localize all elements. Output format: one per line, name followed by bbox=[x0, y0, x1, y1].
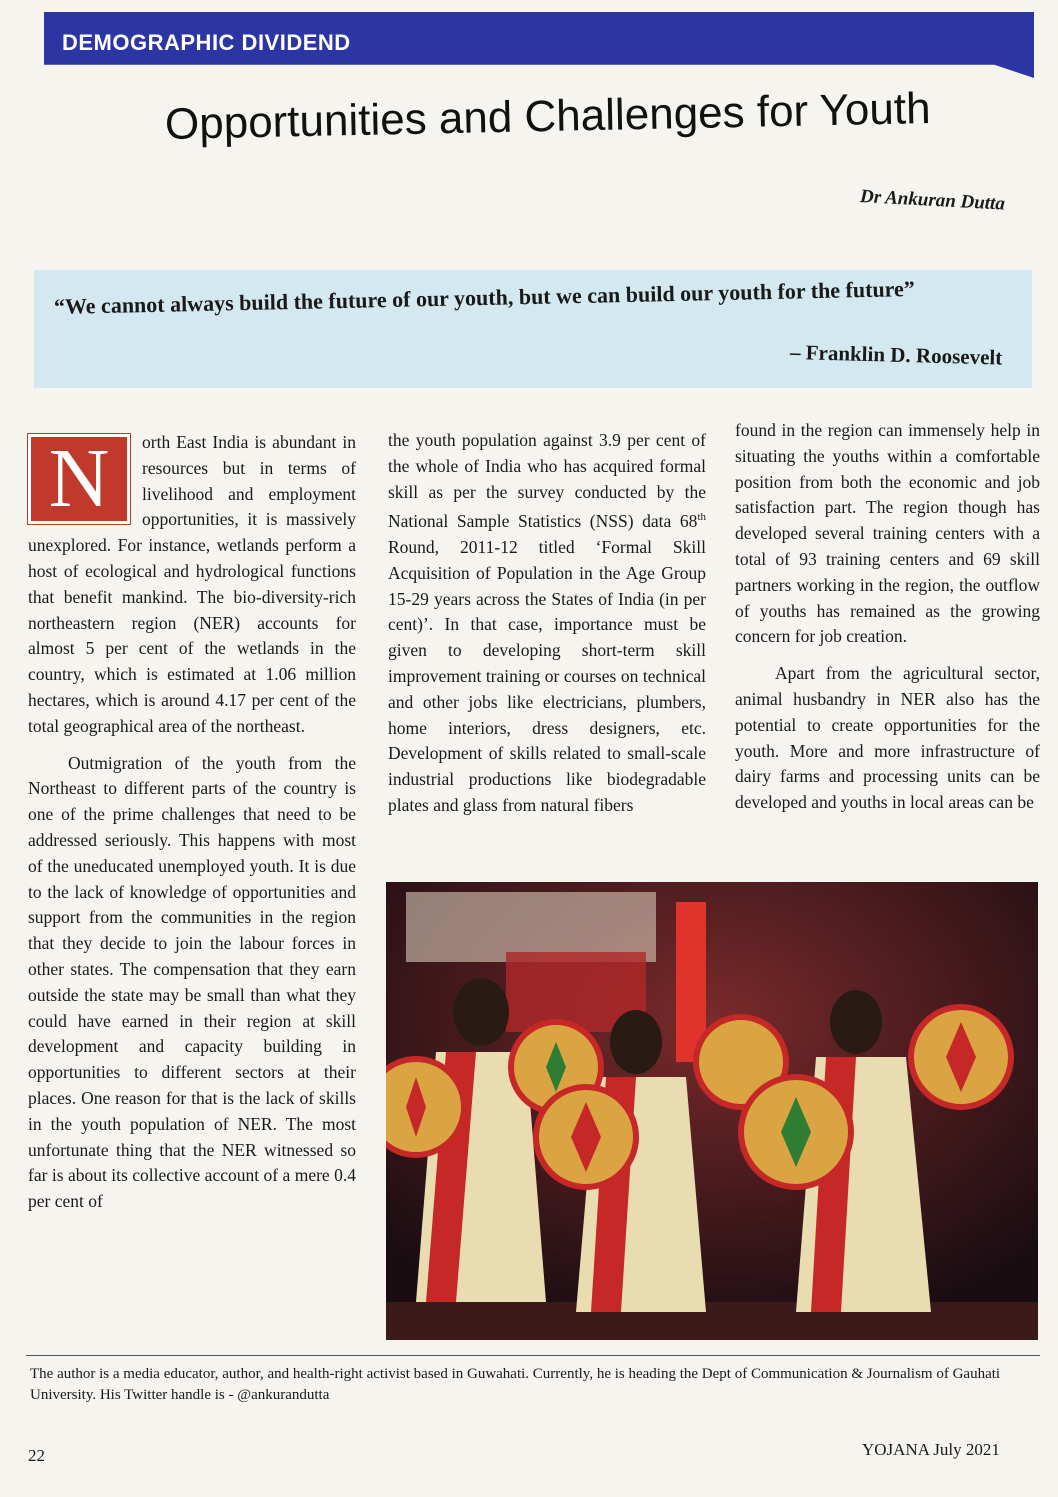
superscript: th bbox=[697, 511, 706, 524]
column-3 bbox=[735, 418, 1040, 816]
paragraph: Apart from the agricultural sector, animal husbandry in NER also has the potential to create opportunities for the youth. More and more infrastructure of dairy farms and processing units can be developed and youths in local areas can be bbox=[735, 663, 1040, 813]
paragraph: Outmigration of the youth from the Northeast to different parts of the country is one of the prime challenges that need to be addressed seriously. This happens with most of the uneducated unemployed youth. It is due to the lack of knowledge of opportunities and support from the communities in the region that they decide to join the labour forces in other states. The compensation that they earn outside the state may be small than what they could have earned in their region at skill development and capacity building in opportunities to different sectors at their places. One reason for that is the lack of skills in the youth population of NER. The most unfortunate thing that the NER witnessed so far is about its collective account of a mere 0.4 per cent of bbox=[28, 752, 356, 1212]
pull-quote: “We cannot always build the future of our youth, but we can build our youth for the future” bbox=[53, 275, 916, 319]
dancers-photo bbox=[386, 882, 1038, 1340]
page-number: 22 bbox=[28, 1446, 45, 1465]
column-1 bbox=[28, 430, 356, 1215]
article-author: Dr Ankuran Dutta bbox=[859, 186, 1006, 215]
quote-attribution: – Franklin D. Roosevelt bbox=[789, 340, 1003, 370]
section-label: DEMOGRAPHIC DIVIDEND bbox=[62, 30, 351, 55]
article-photo bbox=[386, 882, 1038, 1340]
journal-name: YOJANA July 2021 bbox=[862, 1440, 1000, 1459]
paragraph: the youth population against 3.9 per cent of the whole of India who has acquired formal skill as per the survey conducted by the National Sample Statistics (NSS) data 68 bbox=[388, 430, 706, 532]
drop-cap: N bbox=[28, 434, 130, 524]
paragraph: found in the region can immensely help in situating the youths within a comfortable position from both the economic and job satisfaction part. The region though has developed several training centers with a total of 93 training centers and 69 skill partners working in the region, the outflow of youths has remained as the growing concern for job creation. bbox=[735, 420, 1040, 647]
author-footnote: The author is a media educator, author, and health-right activist based in Guwahati. Currently, he is heading the Dept of Communication & Journalism of Gauhati University. His Twitter handle is - @ankurandutta bbox=[30, 1366, 1001, 1403]
paragraph: orth East India is abundant in resources but in terms of livelihood and employment opportunities, it is massively unexplored. For instance, wetlands perform a host of ecological and hydrological functions that benefit mankind. The bio-diversity-rich northeastern region (NER) accounts for almost 5 per cent of the wetlands in the country, which is estimated at 1.06 million hectares, which is around 4.17 per cent of the total geographical area of the northeast. bbox=[28, 432, 356, 736]
footnote-divider bbox=[26, 1355, 1040, 1356]
column-2 bbox=[388, 428, 706, 819]
article-title: Opportunities and Challenges for Youth bbox=[164, 83, 932, 149]
paragraph-cont: Round, 2011-12 titled ‘Formal Skill Acquisition of Population in the Age Group 15-29 years across the States of India (in per cent)’. In that case, importance must be given to developing short-term skill improvement training or courses on technical and other jobs like electricians, plumbers, home interiors, dress designers, etc. Development of skills related to small-scale industrial productions like biodegradable plates and glass from natural fibers bbox=[388, 537, 706, 815]
